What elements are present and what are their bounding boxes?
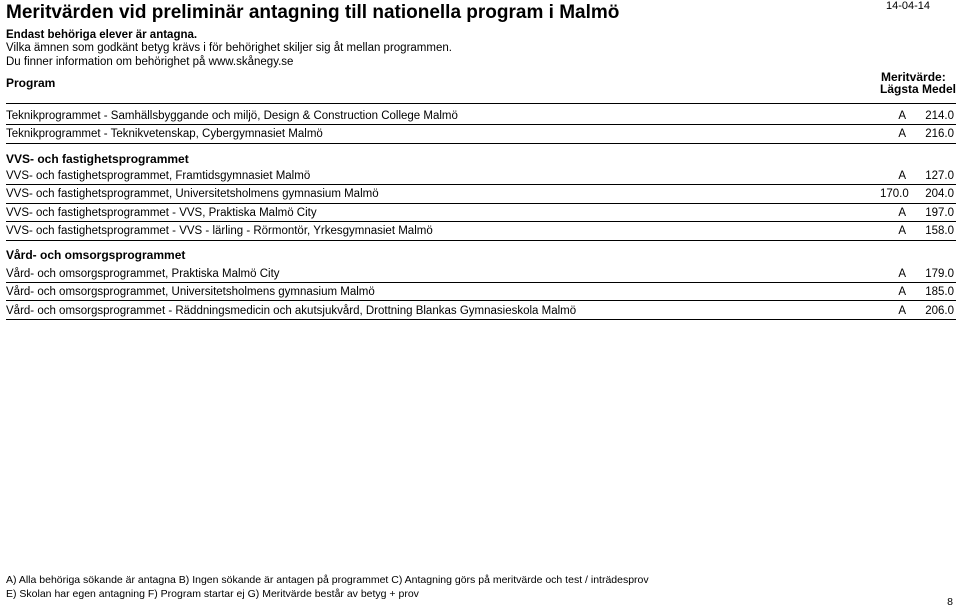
lagsta-value: A — [898, 305, 906, 317]
medel-value: 127.0 — [925, 170, 954, 182]
row-divider — [6, 300, 956, 301]
section-heading: Vård- och omsorgsprogrammet — [6, 248, 186, 262]
section-heading: VVS- och fastighetsprogrammet — [6, 152, 189, 166]
lagsta-value: A — [898, 170, 906, 182]
medel-value: 197.0 — [925, 207, 954, 219]
lagsta-value: A — [898, 110, 906, 122]
program-name: Vård- och omsorgsprogrammet, Praktiska Malmö City — [6, 268, 280, 280]
program-name: VVS- och fastighetsprogrammet, Universitetsholmens gymnasium Malmö — [6, 188, 379, 200]
table-row — [0, 225, 960, 239]
column-header-lagsta: Lägsta — [880, 82, 919, 96]
table-row — [0, 207, 960, 221]
row-divider — [6, 203, 956, 204]
table-row — [0, 128, 960, 142]
medel-value: 214.0 — [925, 110, 954, 122]
lagsta-value: A — [898, 286, 906, 298]
header-divider — [6, 103, 956, 104]
notice-info-link: Du finner information om behörighet på www.skånegy.se — [6, 56, 294, 68]
medel-value: 216.0 — [925, 128, 954, 140]
notice-eligibility: Vilka ämnen som godkänt betyg krävs i för behörighet skiljer sig åt mellan programmen. — [6, 42, 452, 54]
table-row — [0, 286, 960, 300]
medel-value: 206.0 — [925, 305, 954, 317]
column-header-program: Program — [6, 76, 56, 90]
medel-value: 204.0 — [925, 188, 954, 200]
program-name: Vård- och omsorgsprogrammet - Räddningsmedicin och akutsjukvård, Drottning Blankas Gymnasieskola Malmö — [6, 305, 577, 317]
program-name: VVS- och fastighetsprogrammet, Framtidsgymnasiet Malmö — [6, 170, 311, 182]
column-header-merit: Meritvärde: — [881, 70, 946, 84]
footnote-legend-line1: A) Alla behöriga sökande är antagna B) Ingen sökande är antagen på programmet C) Antagning görs på meritvärde och test / inträdesprov — [6, 574, 649, 586]
row-divider — [6, 184, 956, 185]
program-name: Teknikprogrammet - Teknikvetenskap, Cybergymnasiet Malmö — [6, 128, 323, 140]
program-name: Teknikprogrammet - Samhällsbyggande och miljö, Design & Construction College Malmö — [6, 110, 458, 122]
notice-admitted: Endast behöriga elever är antagna. — [6, 29, 198, 41]
footnote-legend-line2: E) Skolan har egen antagning F) Program startar ej G) Meritvärde består av betyg + prov — [6, 588, 419, 600]
program-name: VVS- och fastighetsprogrammet - VVS, Praktiska Malmö City — [6, 207, 317, 219]
table-row — [0, 305, 960, 319]
lagsta-value: 170.0 — [880, 188, 909, 200]
row-divider — [6, 240, 956, 241]
table-row — [0, 110, 960, 124]
lagsta-value: A — [898, 268, 906, 280]
row-divider — [6, 124, 956, 125]
row-divider — [6, 221, 956, 222]
report-date: 14-04-14 — [885, 0, 930, 12]
lagsta-value: A — [898, 225, 906, 237]
table-row — [0, 188, 960, 202]
row-divider — [6, 319, 956, 320]
program-name: VVS- och fastighetsprogrammet - VVS - lärling - Rörmontör, Yrkesgymnasiet Malmö — [6, 225, 433, 237]
page-number: 8 — [947, 596, 953, 608]
lagsta-value: A — [898, 207, 906, 219]
lagsta-value: A — [898, 128, 906, 140]
row-divider — [6, 282, 956, 283]
column-header-medel: Medel — [922, 82, 957, 96]
table-row — [0, 170, 960, 184]
medel-value: 179.0 — [925, 268, 954, 280]
page-title: Meritvärden vid preliminär antagning till nationella program i Malmö — [6, 2, 620, 23]
medel-value: 158.0 — [925, 225, 954, 237]
table-row — [0, 268, 960, 282]
program-name: Vård- och omsorgsprogrammet, Universitetsholmens gymnasium Malmö — [6, 286, 375, 298]
row-divider — [6, 143, 956, 144]
medel-value: 185.0 — [925, 286, 954, 298]
